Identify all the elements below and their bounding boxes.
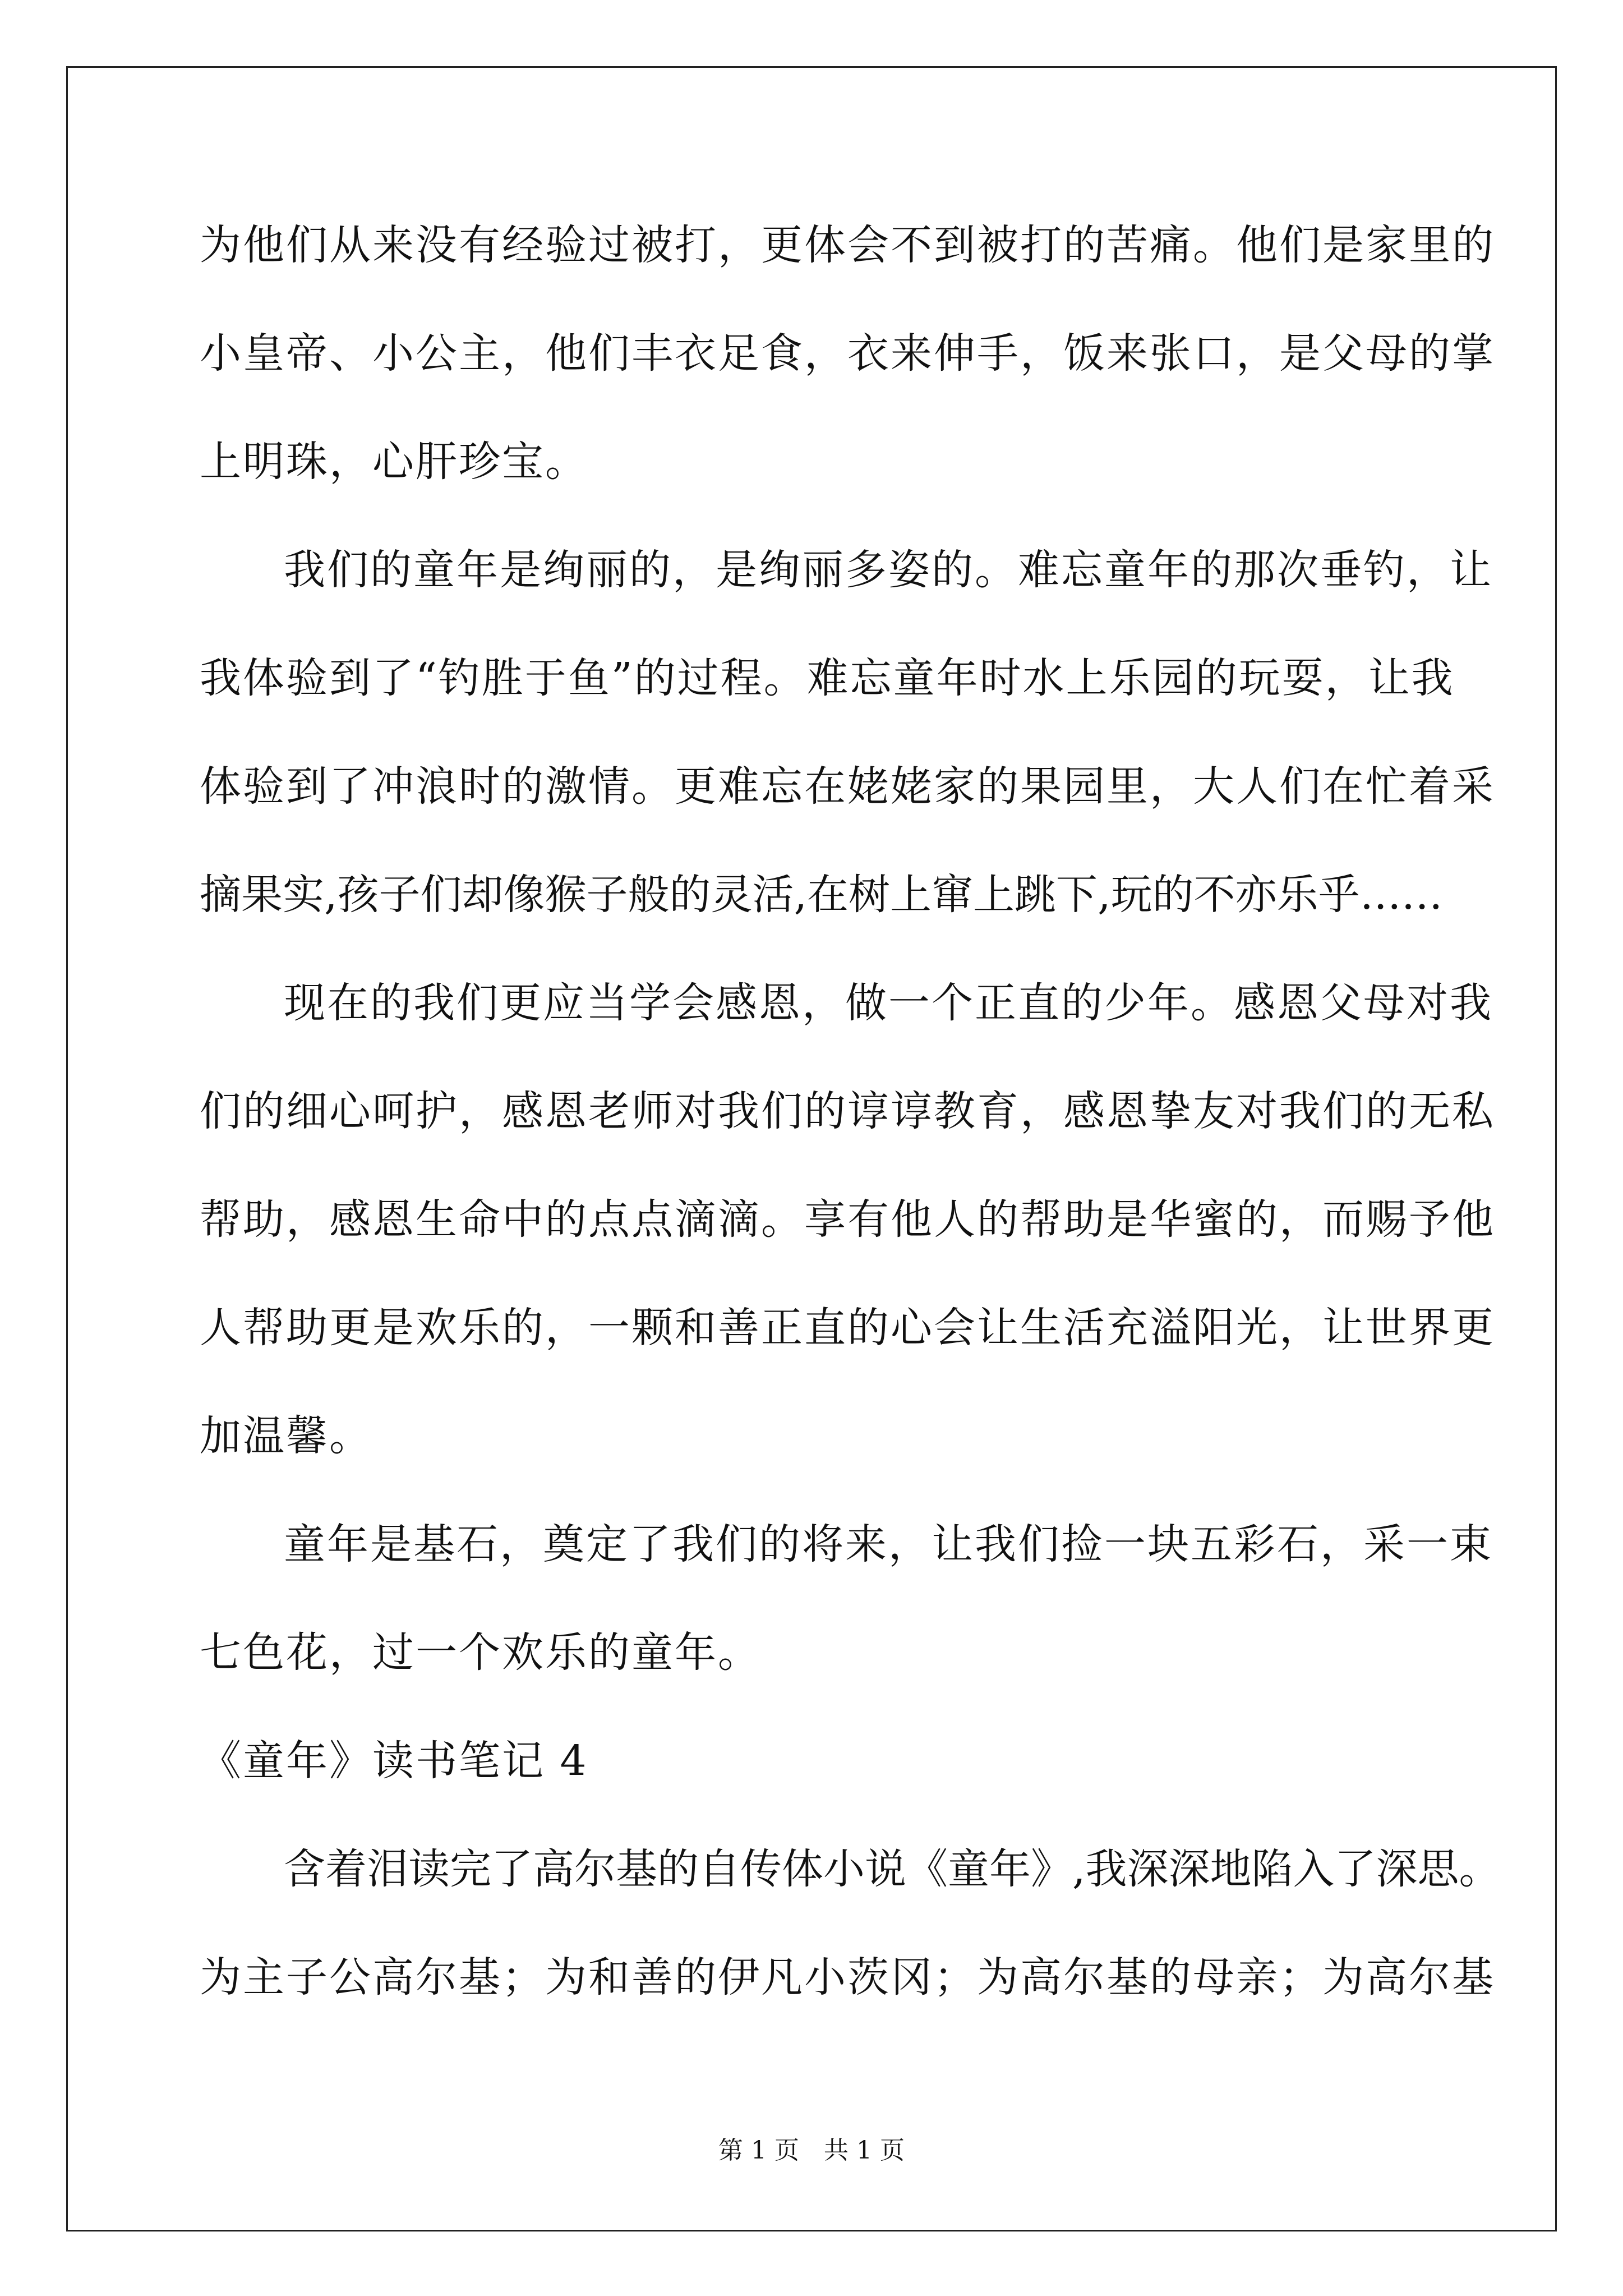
page-number-footer: 第 1 页 共 1 页: [718, 2136, 905, 2165]
paragraph-start-line: 童年是基石，奠定了我们的将来，让我们捡一块五彩石，采一束: [284, 1520, 1493, 1568]
text-line: 小皇帝、小公主，他们丰衣足食，衣来伸手，饭来张口，是父母的掌: [200, 329, 1495, 378]
text-line: 上明珠，心肝珍宝。: [200, 438, 588, 486]
text-line: 帮助，感恩生命中的点点滴滴。享有他人的帮助是华蜜的，而赐予他: [200, 1195, 1495, 1244]
paragraph-start-line: 现在的我们更应当学会感恩，做一个正直的少年。感恩父母对我: [284, 979, 1493, 1027]
text-line: 七色花，过一个欢乐的童年。: [200, 1628, 761, 1677]
text-line: 摘果实,孩子们却像猴子般的灵活,在树上窜上跳下,玩的不亦乐乎……: [200, 871, 1443, 919]
text-line: 人帮助更是欢乐的，一颗和善正直的心会让生活充溢阳光，让世界更: [200, 1304, 1495, 1352]
text-line: 为主子公高尔基；为和善的伊凡小茨冈；为高尔基的母亲；为高尔基: [200, 1953, 1495, 2001]
section-heading: 《童年》读书笔记 4: [200, 1737, 588, 1785]
text-line: 我体验到了“钓胜于鱼”的过程。难忘童年时水上乐园的玩耍，让我: [200, 654, 1455, 702]
document-body: [200, 221, 1501, 2065]
paragraph-start-line: 含着泪读完了高尔基的自传体小说《童年》,我深深地陷入了深思。: [284, 1845, 1501, 1893]
text-line: 为他们从来没有经验过被打，更体会不到被打的苦痛。他们是家里的: [200, 221, 1495, 269]
paragraph-start-line: 我们的童年是绚丽的，是绚丽多姿的。难忘童年的那次垂钓，让: [284, 546, 1493, 594]
text-line: 加温馨。: [200, 1412, 372, 1460]
text-line: 体验到了冲浪时的激情。更难忘在姥姥家的果园里，大人们在忙着采: [200, 762, 1495, 811]
text-line: 们的细心呵护，感恩老师对我们的谆谆教育，感恩挚友对我们的无私: [200, 1087, 1495, 1135]
